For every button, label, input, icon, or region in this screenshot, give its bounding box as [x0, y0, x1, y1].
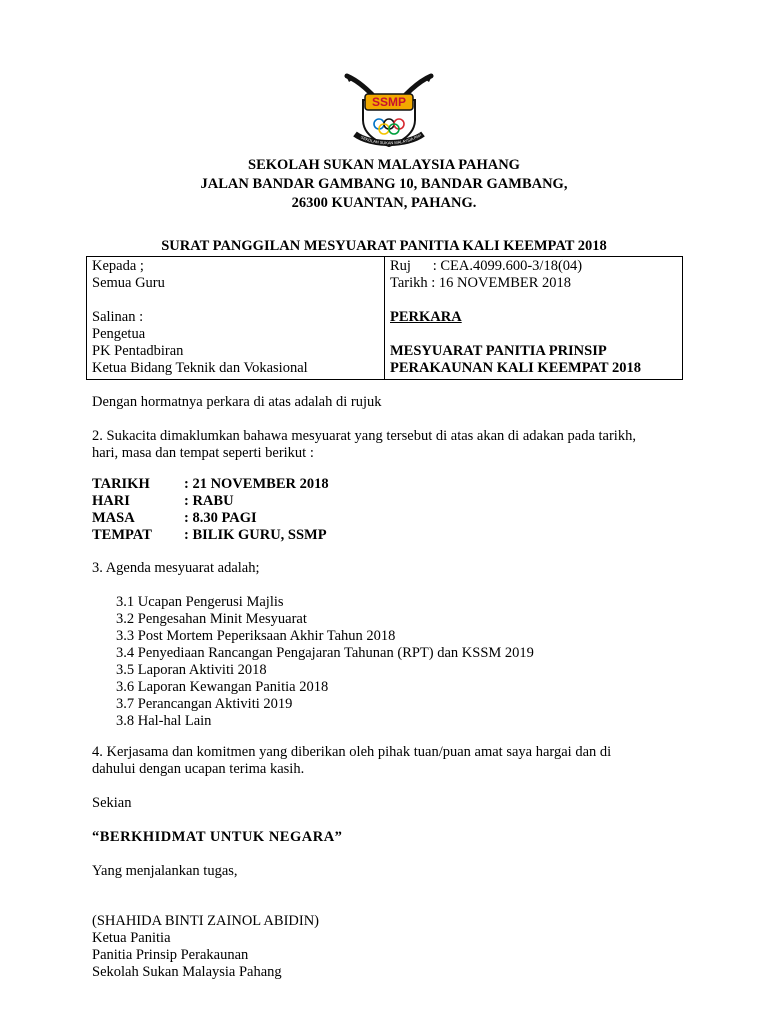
reference-cell	[385, 257, 683, 380]
agenda-item: 3.4 Penyediaan Rancangan Pengajaran Tahunan (RPT) dan KSSM 2019	[116, 645, 534, 661]
detail-row-tempat	[92, 527, 692, 544]
detail-value: : 21 NOVEMBER 2018	[184, 476, 329, 492]
school-crest-icon	[341, 72, 437, 150]
signatory-name: (SHAHIDA BINTI ZAINOL ABIDIN)	[92, 913, 320, 929]
detail-key: TARIKH	[92, 476, 150, 492]
agenda-item: 3.5 Laporan Aktiviti 2018	[116, 662, 267, 678]
signatory-role: Ketua Panitia	[92, 930, 171, 946]
school-logo	[341, 72, 437, 150]
detail-row-tarikh	[92, 476, 692, 493]
svg-text:SEKOLAH SUKAN MALAYSIA PAHANG: SEKOLAH SUKAN MALAYSIA PAH	[359, 132, 423, 146]
detail-value: : RABU	[184, 493, 234, 509]
meeting-details	[92, 476, 692, 544]
salinan-item: Ketua Bidang Teknik dan Vokasional	[92, 360, 308, 376]
agenda-item: 3.3 Post Mortem Peperiksaan Akhir Tahun 2018	[116, 628, 396, 644]
agenda-item: 3.7 Perancangan Aktiviti 2019	[116, 696, 293, 712]
school-address-line2: 26300 KUANTAN, PAHANG.	[291, 195, 477, 211]
agenda-list	[92, 594, 716, 730]
recipients-cell	[87, 257, 385, 380]
detail-key: TEMPAT	[92, 527, 152, 543]
paragraph-line: 2. Sukacita dimaklumkan bahawa mesyuarat yang tersebut di atas akan di adakan pada tarikh,	[92, 428, 636, 444]
detail-row-hari	[92, 493, 692, 510]
kepada-value: Semua Guru	[92, 275, 165, 291]
sekian: Sekian	[92, 795, 132, 811]
school-header	[0, 156, 768, 213]
detail-key: MASA	[92, 510, 135, 526]
perkara-line: MESYUARAT PANITIA PRINSIP	[390, 343, 607, 359]
paragraph-2	[92, 428, 692, 462]
agenda-item: 3.6 Laporan Kewangan Panitia 2018	[116, 679, 329, 695]
school-name: SEKOLAH SUKAN MALAYSIA PAHANG	[248, 157, 520, 173]
agenda-item: 3.1 Ucapan Pengerusi Majlis	[116, 594, 284, 610]
reference-number: Ruj : CEA.4099.600-3/18(04)	[390, 258, 583, 274]
salinan-item: PK Pentadbiran	[92, 343, 184, 359]
detail-value: : BILIK GURU, SSMP	[184, 527, 327, 543]
letter-date: Tarikh : 16 NOVEMBER 2018	[390, 275, 572, 291]
motto: “BERKHIDMAT UNTUK NEGARA”	[92, 829, 343, 845]
salinan-label: Salinan :	[92, 309, 144, 325]
detail-row-masa	[92, 510, 692, 527]
paragraph-line: dahului dengan ucapan terima kasih.	[92, 761, 305, 777]
detail-key: HARI	[92, 493, 130, 509]
paragraph-3: 3. Agenda mesyuarat adalah;	[92, 560, 260, 576]
svg-text:SSMP: SSMP	[371, 95, 407, 109]
detail-value: : 8.30 PAGI	[184, 510, 257, 526]
signature-block	[92, 913, 692, 981]
perkara-line: PERAKAUNAN KALI KEEMPAT 2018	[390, 360, 641, 376]
agenda-item: 3.2 Pengesahan Minit Mesyuarat	[116, 611, 307, 627]
greeting: Dengan hormatnya perkara di atas adalah di rujuk	[92, 394, 382, 410]
closing: Yang menjalankan tugas,	[92, 863, 238, 879]
paragraph-line: hari, masa dan tempat seperti berikut :	[92, 445, 314, 461]
agenda-item: 3.8 Hal-hal Lain	[116, 713, 212, 729]
signatory-role: Sekolah Sukan Malaysia Pahang	[92, 964, 282, 980]
perkara-label: PERKARA	[390, 309, 462, 325]
paragraph-line: 4. Kerjasama dan komitmen yang diberikan oleh pihak tuan/puan amat saya hargai dan di	[92, 744, 612, 760]
signatory-role: Panitia Prinsip Perakaunan	[92, 947, 249, 963]
letter-title: SURAT PANGGILAN MESYUARAT PANITIA KALI KEEMPAT 2018	[161, 238, 607, 254]
letter-info-table	[86, 256, 683, 380]
salinan-item: Pengetua	[92, 326, 146, 342]
kepada-label: Kepada ;	[92, 258, 144, 274]
paragraph-4	[92, 744, 692, 778]
school-address-line1: JALAN BANDAR GAMBANG 10, BANDAR GAMBANG,	[200, 176, 568, 192]
